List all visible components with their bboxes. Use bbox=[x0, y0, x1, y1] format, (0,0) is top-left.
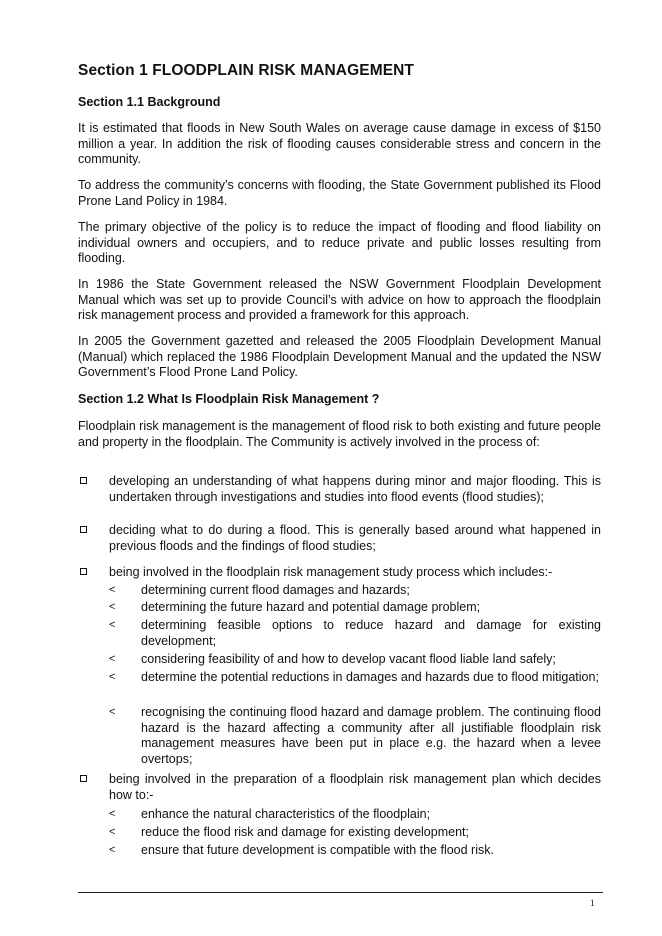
arrow-bullet-icon: < bbox=[109, 808, 116, 820]
arrow-bullet-icon: < bbox=[109, 653, 116, 665]
checkbox-bullet-icon bbox=[80, 477, 87, 484]
paragraph: Floodplain risk management is the management of flood risk to both existing and future people and property in the floodplain. The Community is actively involved in the process of: bbox=[78, 419, 601, 449]
list-item-text: being involved in the floodplain risk management study process which includes:- bbox=[109, 565, 553, 579]
sub-list-item-text: considering feasibility of and how to develop vacant flood liable land safely; bbox=[141, 652, 556, 666]
section-1-1-heading: Section 1.1 Background bbox=[78, 95, 221, 109]
checkbox-bullet-icon bbox=[80, 775, 87, 782]
arrow-bullet-icon: < bbox=[109, 826, 116, 838]
checkbox-bullet-icon bbox=[80, 568, 87, 575]
arrow-bullet-icon: < bbox=[109, 671, 116, 683]
sub-list-item-text: enhance the natural characteristics of the floodplain; bbox=[141, 807, 431, 821]
arrow-bullet-icon: < bbox=[109, 601, 116, 613]
checkbox-bullet-icon bbox=[80, 526, 87, 533]
arrow-bullet-icon: < bbox=[109, 706, 116, 718]
list-item-text: developing an understanding of what happens during minor and major flooding. This is undertaken through investigations and studies into flood events (flood studies); bbox=[109, 474, 601, 504]
sub-list-item-text: reduce the flood risk and damage for existing development; bbox=[141, 825, 469, 839]
arrow-bullet-icon: < bbox=[109, 619, 116, 631]
paragraph: In 1986 the State Government released the NSW Government Floodplain Development Manual which was set up to provide Council’s with advice on how to approach the floodplain risk management process and provided a framework for this approach. bbox=[78, 277, 601, 322]
paragraph: In 2005 the Government gazetted and released the 2005 Floodplain Development Manual (Manual) which replaced the 1986 Floodplain Development Manual and the updated the NSW Government’s Flood Prone Land Policy. bbox=[78, 334, 601, 379]
footer-divider bbox=[78, 892, 603, 893]
list-item-text: being involved in the preparation of a floodplain risk management plan which decides how to:- bbox=[109, 772, 601, 802]
paragraph: It is estimated that floods in New South Wales on average cause damage in excess of $150 million a year. In addition the risk of flooding causes considerable stress and concern in the community. bbox=[78, 121, 601, 166]
page-number: 1 bbox=[590, 898, 595, 908]
arrow-bullet-icon: < bbox=[109, 584, 116, 596]
paragraph: The primary objective of the policy is to reduce the impact of flooding and flood liability on individual owners and occupiers, and to reduce private and public losses resulting from flooding. bbox=[78, 220, 601, 265]
sub-list-item-text: determining current flood damages and hazards; bbox=[141, 583, 410, 597]
arrow-bullet-icon: < bbox=[109, 844, 116, 856]
sub-list-item-text: determine the potential reductions in damages and hazards due to flood mitigation; bbox=[141, 670, 599, 684]
sub-list-item-text: determining the future hazard and potential damage problem; bbox=[141, 600, 481, 614]
list-item-text: deciding what to do during a flood. This is generally based around what happened in previous floods and the findings of flood studies; bbox=[109, 523, 601, 553]
sub-list-item-text: determining feasible options to reduce hazard and damage for existing development; bbox=[141, 618, 601, 648]
sub-list-item-text: ensure that future development is compatible with the flood risk. bbox=[141, 843, 494, 857]
section-title: Section 1 FLOODPLAIN RISK MANAGEMENT bbox=[78, 62, 415, 79]
section-1-2-heading: Section 1.2 What Is Floodplain Risk Management ? bbox=[78, 392, 380, 406]
paragraph: To address the community’s concerns with flooding, the State Government published its Flood Prone Land Policy in 1984. bbox=[78, 178, 601, 208]
sub-list-item-text: recognising the continuing flood hazard and damage problem. The continuing flood hazard is the hazard affecting a community after all justifiable floodplain risk management measures have been put in place e.g. the hazard when a levee overtops; bbox=[141, 705, 601, 766]
